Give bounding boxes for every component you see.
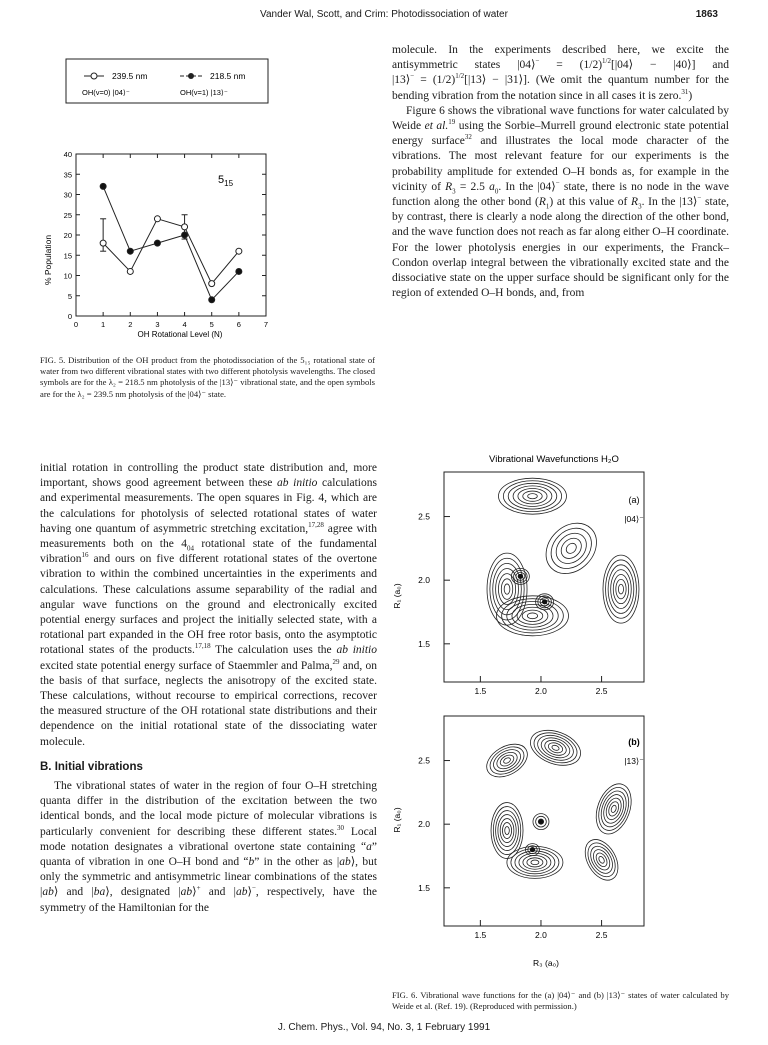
contour-line: [611, 570, 632, 609]
contour-line: [618, 584, 623, 594]
x-tick-label: 3: [155, 320, 160, 329]
contour-line: [515, 851, 555, 874]
y-tick-label: 1.5: [418, 882, 430, 893]
fig6-panel-b-label: (b): [628, 737, 640, 747]
contour-line: [551, 744, 560, 751]
closed-data-point: [154, 240, 160, 246]
contour-line: [534, 731, 577, 765]
x-tick-label: 2.5: [595, 686, 608, 696]
contour-line: [519, 853, 551, 871]
footer: J. Chem. Phys., Vol. 94, No. 3, 1 February 1991: [277, 1022, 491, 1033]
fig5-legend-closed-label: 218.5 nm: [210, 71, 246, 81]
contour-line: [610, 805, 617, 814]
fig6-ylabel-b: R₁ (a₀): [392, 807, 402, 833]
contour-line: [527, 858, 543, 867]
open-data-point: [127, 268, 133, 274]
contour-line: [528, 494, 538, 499]
open-data-point: [236, 248, 242, 254]
paragraph: Figure 6 shows the vibrational wave functions for water calculated by Weide et al.$^{19}$ using the Sorbie–Murrell ground electronic state potential energy surface$^{32}$ and illustrates the local mode character of the vibrations. The most relevant feature for our experiments is the probability amplitude for extended O–H bonds as, for example in the vicinity of $R_3 = 2.5$ $a_0$. In the |04⟩− state, there is no node in the wave function along the other bond $(R_1)$ at this value of $R_3$. In the |13⟩− state, by contrast, there is clearly a node along the direction of the other bond, and the wave function does not reach as far along either O–H coordinate. For the lower photolysis energies in our experiments, the Franck–Condon overlap integral between the vibrationally excited state and the dissociative state on the upper surface should be significant only for the region of extended O–H bonds, and, from: [392, 104, 730, 300]
y-tick-label: 10: [63, 271, 72, 281]
y-tick-label: 15: [63, 251, 72, 261]
lobe-center: [518, 574, 523, 579]
contour-line: [597, 788, 631, 831]
contour-line: [513, 486, 552, 507]
fig5-legend-open-entry: [84, 71, 147, 81]
left-column-text: [40, 461, 377, 916]
fig5-plot: [64, 150, 268, 329]
contour-line: [496, 811, 519, 851]
contour-line: [531, 860, 539, 865]
y-tick-label: 2.5: [418, 511, 430, 522]
contour-line: [526, 724, 586, 772]
x-tick-label: 1.5: [474, 686, 487, 696]
x-tick-label: 6: [236, 320, 241, 329]
x-tick-label: 2.0: [535, 686, 547, 696]
fig5-caption: [40, 355, 375, 400]
contour-line: [586, 842, 617, 877]
contour-line: [503, 481, 561, 512]
x-tick-label: 2.5: [595, 930, 608, 940]
figure-6: [384, 448, 734, 978]
y-tick-label: 40: [63, 150, 72, 159]
right-column-text: [392, 43, 729, 301]
contour-line: [493, 807, 520, 855]
fig5-ylabel: % Population: [43, 234, 53, 286]
series-line-open: [103, 219, 239, 284]
section-heading: B. Initial vibrations: [40, 760, 143, 773]
contour-line: [490, 745, 525, 776]
fig5-caption-text: FIG. 5. Distribution of the OH product from the photodissociation of the 5₁₅ rotational state of water from two different vibrational states with two different photolysis wavelengths. The closed symbols are for the λ₂ = 218.5 nm photolysis of the |13⟩⁻ vibrational state, and the open symbols are for the λ₂ = 239.5 nm photolysis of the |04⟩⁻ state.: [40, 355, 375, 399]
x-tick-label: 2.0: [535, 930, 547, 940]
y-tick-label: 5: [67, 291, 72, 301]
fig6-title: Vibrational Wavefunctions H₂O: [489, 454, 619, 465]
contour-line: [530, 727, 581, 768]
contour-line: [593, 783, 634, 834]
contour-line: [481, 737, 533, 783]
contour-line: [511, 849, 559, 876]
y-tick-label: 20: [63, 231, 72, 240]
contour-line: [496, 569, 519, 610]
lobe-center: [538, 819, 543, 824]
series-line-closed: [103, 186, 239, 299]
contour-line: [606, 560, 637, 618]
x-tick-label: 1.5: [474, 930, 487, 940]
fig6-panel-a-state: |04⟩⁻: [624, 514, 644, 524]
contour-line: [498, 815, 516, 847]
open-data-point: [209, 281, 215, 287]
x-tick-label: 0: [73, 320, 79, 329]
open-data-point: [154, 216, 160, 222]
paragraph: The vibrational states of water in the region of four O–H stretching quanta differ in the distribution of the excitation between the two identical bonds, and the local mode picture of molecular vibrations is particularly convenient for describing these different states.$^{30}$ Local mode notation designates a vibrational overtone state containing “a” quanta of vibration in one O–H bond and “b” in the other as |ab⟩, but only the symmetric and antisymmetric linear combinations of the states |ab⟩ and |ba⟩, designated |ab⟩+ and |ab⟩−, respectively, have the symmetry of the Hamiltonian for the: [40, 780, 378, 914]
fig6-panel-b-state: |13⟩⁻: [624, 756, 644, 766]
contour-line: [508, 483, 557, 509]
closed-data-point: [209, 297, 215, 303]
y-tick-label: 35: [63, 170, 72, 180]
y-tick-label: 2.0: [418, 575, 430, 586]
open-data-point: [100, 240, 106, 246]
contour-line: [564, 541, 578, 555]
closed-data-point: [127, 248, 133, 254]
contour-line: [543, 738, 569, 759]
y-tick-label: 2.5: [418, 755, 430, 766]
contour-line: [590, 779, 638, 839]
panel-frame: [444, 716, 644, 926]
contour-line: [502, 599, 564, 633]
contour-line: [582, 838, 621, 881]
closed-data-point: [236, 268, 242, 274]
contour-line: [603, 796, 624, 822]
lobe-center: [530, 847, 535, 852]
fig5-xlabel: OH Rotational Level (N): [137, 330, 223, 339]
fig5-legend-closed-state: OH(v=1) |13⟩⁻: [180, 88, 228, 97]
fig6-panel-a-label: (a): [628, 495, 640, 505]
fig6-caption: [392, 990, 729, 1012]
contour-line: [522, 610, 543, 621]
x-tick-label: 2: [128, 320, 133, 329]
y-tick-label: 25: [63, 210, 72, 220]
contour-line: [502, 823, 511, 839]
contour-line: [501, 579, 512, 600]
contour-line: [598, 855, 606, 864]
fig5-plot-frame: [76, 154, 266, 316]
header-title: Vander Wal, Scott, and Crim: Photodissociation of water: [260, 9, 508, 20]
fig5-legend-closed-entry: [180, 71, 245, 81]
contour-line: [523, 491, 542, 501]
panel-frame: [444, 472, 644, 682]
x-tick-label: 5: [209, 320, 214, 329]
open-data-point: [182, 224, 188, 230]
fig6-ylabel-a: R₁ (a₀): [392, 583, 402, 609]
contour-line: [503, 757, 512, 765]
y-tick-label: 2.0: [418, 819, 430, 830]
fig5-state-label: $5_{15}$: [218, 174, 234, 188]
contour-line: [490, 558, 524, 620]
fig6-panel-a: [418, 472, 644, 696]
y-tick-label: 30: [63, 190, 72, 200]
contour-line: [557, 534, 585, 562]
fig5-legend-open-state: OH(v=0) |04⟩⁻: [82, 88, 130, 97]
contour-line: [616, 579, 626, 598]
fig6-caption-text: FIG. 6. Vibrational wave functions for the (a) |04⟩⁻ and (b) |13⟩⁻ states of water calculated by Weide et al. (Ref. 19). (Reproduced with permission.): [392, 990, 729, 1012]
contour-line: [504, 584, 510, 594]
paragraph: initial rotation in controlling the product state distribution and, more important, shows good agreement between these ab initio calculations and experimental measurements. The open squares in Fig. 4, which are the calculations for photolysis of selected rotational states of water having one quantum of asymmetric stretching excitation,$^{17,28}$ agree with measurements both on the $4_{04}$ rotational state of the fundamental vibration$^{16}$ and ours on five different rotational states of the overtone vibration to within the combined uncertainties in the experiments and calculations. These calculations assume separability of the radial and angular wave functions on the ground and electronically excited potential energy surfaces and project the initially selected state, with a rotational part expanded in the OH free rotor basis, onto the asymptotic rotational states of the products.$^{17,18}$ The calculation uses the ab initio excited state potential energy surface of Staemmler and Palma,$^{29}$ and, on the basis of that surface, neglects the anisotropy of the excited state. These calculations, without recourse to empirical corrections, recover the measured structure of the OH rotational state distributions and their dependence on the initial rotational state of the dissociating water molecule.: [40, 462, 378, 748]
contour-line: [527, 613, 537, 619]
contour-line: [550, 527, 592, 569]
contour-line: [485, 741, 528, 780]
contour-line: [498, 753, 515, 768]
x-tick-label: 1: [101, 320, 106, 329]
contour-line: [608, 565, 634, 614]
closed-data-point: [182, 232, 188, 238]
contour-line: [594, 851, 609, 868]
lobe-center: [542, 599, 547, 604]
contour-line: [578, 834, 624, 886]
page-number: 1863: [695, 9, 718, 20]
running-header: [0, 9, 768, 25]
fig6-xlabel: R₃ (a₀): [533, 958, 559, 968]
x-tick-label: 7: [263, 320, 269, 329]
contour-line: [505, 827, 510, 835]
fig5-legend-open-label: 239.5 nm: [112, 71, 148, 81]
contour-line: [507, 602, 558, 631]
contour-line: [536, 513, 607, 584]
x-tick-label: 4: [182, 320, 187, 329]
paragraph: molecule. In the experiments described here, we excite the antisymmetric states |04⟩− = $(1/2)^{1/2}[|04⟩$ − |40⟩] and |13⟩− = $(1/2)^{1/2}[|13⟩$ − |31⟩]. (We omit the quantum number for the bending vibration from the notation since in all cases it is zero.$^{31}$): [392, 44, 729, 102]
y-tick-label: 1.5: [418, 638, 430, 649]
fig6-panel-b: [418, 716, 644, 940]
closed-data-point: [100, 183, 106, 189]
figure-5: [40, 55, 280, 345]
y-tick-label: 0: [67, 312, 72, 321]
